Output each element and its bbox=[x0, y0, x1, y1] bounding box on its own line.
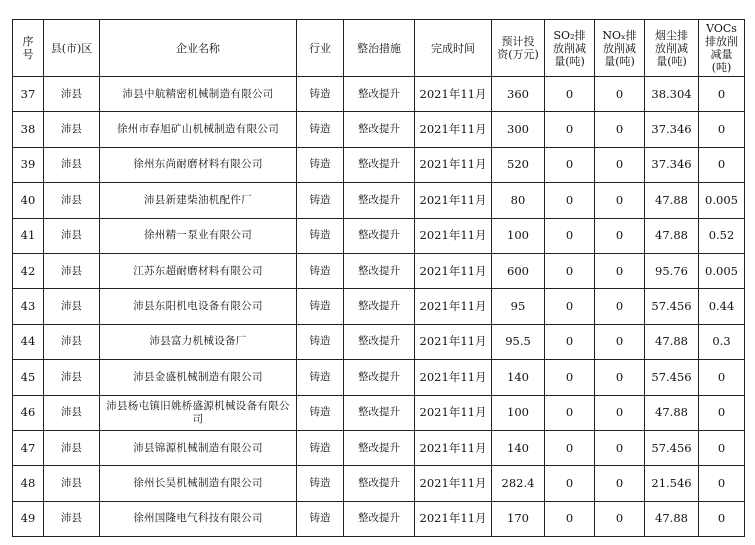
header-finish-time: 完成时间 bbox=[415, 20, 492, 77]
cell-finish-time: 2021年11月 bbox=[415, 112, 492, 147]
cell-nox: 0 bbox=[595, 289, 645, 324]
cell-industry: 铸造 bbox=[297, 218, 344, 253]
cell-nox: 0 bbox=[595, 253, 645, 288]
cell-industry: 铸造 bbox=[297, 147, 344, 182]
cell-investment: 600 bbox=[492, 253, 545, 288]
header-county: 县(市)区 bbox=[44, 20, 100, 77]
cell-dust: 57.456 bbox=[645, 430, 699, 465]
cell-county: 沛县 bbox=[44, 253, 100, 288]
cell-company: 沛县中航精密机械制造有限公司 bbox=[100, 77, 297, 112]
cell-investment: 95.5 bbox=[492, 324, 545, 359]
cell-county: 沛县 bbox=[44, 289, 100, 324]
table-body bbox=[13, 77, 745, 537]
cell-county: 沛县 bbox=[44, 395, 100, 430]
cell-county: 沛县 bbox=[44, 360, 100, 395]
cell-measure: 整改提升 bbox=[344, 395, 415, 430]
cell-company: 徐州市春旭矿山机械制造有限公司 bbox=[100, 112, 297, 147]
header-company: 企业名称 bbox=[100, 20, 297, 77]
cell-measure: 整改提升 bbox=[344, 77, 415, 112]
cell-so2: 0 bbox=[545, 218, 595, 253]
cell-vocs: 0.005 bbox=[699, 183, 745, 218]
cell-county: 沛县 bbox=[44, 430, 100, 465]
cell-so2: 0 bbox=[545, 183, 595, 218]
cell-seq: 43 bbox=[13, 289, 44, 324]
cell-company: 徐州精一泵业有限公司 bbox=[100, 218, 297, 253]
cell-measure: 整改提升 bbox=[344, 289, 415, 324]
cell-industry: 铸造 bbox=[297, 183, 344, 218]
cell-vocs: 0.005 bbox=[699, 253, 745, 288]
cell-dust: 57.456 bbox=[645, 289, 699, 324]
cell-company: 沛县东阳机电设备有限公司 bbox=[100, 289, 297, 324]
cell-nox: 0 bbox=[595, 430, 645, 465]
cell-nox: 0 bbox=[595, 324, 645, 359]
cell-county: 沛县 bbox=[44, 183, 100, 218]
cell-dust: 57.456 bbox=[645, 360, 699, 395]
cell-so2: 0 bbox=[545, 501, 595, 536]
table-row bbox=[13, 466, 745, 501]
cell-company: 沛县金盛机械制造有限公司 bbox=[100, 360, 297, 395]
cell-industry: 铸造 bbox=[297, 289, 344, 324]
table-row bbox=[13, 395, 745, 430]
cell-dust: 47.88 bbox=[645, 218, 699, 253]
cell-seq: 45 bbox=[13, 360, 44, 395]
cell-vocs: 0 bbox=[699, 430, 745, 465]
cell-seq: 41 bbox=[13, 218, 44, 253]
cell-so2: 0 bbox=[545, 324, 595, 359]
cell-nox: 0 bbox=[595, 501, 645, 536]
table-row bbox=[13, 112, 745, 147]
cell-nox: 0 bbox=[595, 183, 645, 218]
cell-investment: 140 bbox=[492, 430, 545, 465]
cell-finish-time: 2021年11月 bbox=[415, 501, 492, 536]
cell-seq: 48 bbox=[13, 466, 44, 501]
cell-nox: 0 bbox=[595, 147, 645, 182]
cell-seq: 44 bbox=[13, 324, 44, 359]
cell-investment: 300 bbox=[492, 112, 545, 147]
cell-dust: 47.88 bbox=[645, 324, 699, 359]
cell-finish-time: 2021年11月 bbox=[415, 466, 492, 501]
cell-industry: 铸造 bbox=[297, 253, 344, 288]
cell-county: 沛县 bbox=[44, 218, 100, 253]
cell-nox: 0 bbox=[595, 77, 645, 112]
cell-finish-time: 2021年11月 bbox=[415, 430, 492, 465]
cell-investment: 100 bbox=[492, 218, 545, 253]
cell-dust: 21.546 bbox=[645, 466, 699, 501]
cell-finish-time: 2021年11月 bbox=[415, 77, 492, 112]
cell-finish-time: 2021年11月 bbox=[415, 183, 492, 218]
cell-company: 沛县杨屯镇旧姚桥盛源机械设备有限公司 bbox=[100, 395, 297, 430]
cell-company: 徐州东尚耐磨材料有限公司 bbox=[100, 147, 297, 182]
cell-company: 沛县锦源机械制造有限公司 bbox=[100, 430, 297, 465]
cell-industry: 铸造 bbox=[297, 112, 344, 147]
cell-so2: 0 bbox=[545, 289, 595, 324]
cell-vocs: 0.3 bbox=[699, 324, 745, 359]
cell-vocs: 0 bbox=[699, 466, 745, 501]
cell-finish-time: 2021年11月 bbox=[415, 218, 492, 253]
cell-investment: 100 bbox=[492, 395, 545, 430]
table-row bbox=[13, 183, 745, 218]
cell-county: 沛县 bbox=[44, 112, 100, 147]
cell-county: 沛县 bbox=[44, 147, 100, 182]
cell-dust: 37.346 bbox=[645, 112, 699, 147]
cell-seq: 37 bbox=[13, 77, 44, 112]
cell-seq: 38 bbox=[13, 112, 44, 147]
cell-industry: 铸造 bbox=[297, 466, 344, 501]
header-dust: 烟尘排放削减量(吨) bbox=[645, 20, 699, 77]
cell-nox: 0 bbox=[595, 360, 645, 395]
cell-dust: 95.76 bbox=[645, 253, 699, 288]
cell-dust: 38.304 bbox=[645, 77, 699, 112]
header-vocs: VOCs排放削减量(吨) bbox=[699, 20, 745, 77]
cell-seq: 46 bbox=[13, 395, 44, 430]
cell-finish-time: 2021年11月 bbox=[415, 360, 492, 395]
cell-company: 沛县富力机械设备厂 bbox=[100, 324, 297, 359]
cell-company: 沛县新建柴油机配件厂 bbox=[100, 183, 297, 218]
cell-finish-time: 2021年11月 bbox=[415, 253, 492, 288]
header-row bbox=[13, 20, 745, 77]
table-row bbox=[13, 289, 745, 324]
cell-so2: 0 bbox=[545, 147, 595, 182]
cell-so2: 0 bbox=[545, 360, 595, 395]
cell-dust: 47.88 bbox=[645, 501, 699, 536]
cell-industry: 铸造 bbox=[297, 501, 344, 536]
cell-measure: 整改提升 bbox=[344, 360, 415, 395]
cell-investment: 80 bbox=[492, 183, 545, 218]
cell-industry: 铸造 bbox=[297, 360, 344, 395]
cell-vocs: 0 bbox=[699, 395, 745, 430]
cell-seq: 39 bbox=[13, 147, 44, 182]
cell-county: 沛县 bbox=[44, 77, 100, 112]
cell-so2: 0 bbox=[545, 253, 595, 288]
cell-nox: 0 bbox=[595, 395, 645, 430]
header-seq: 序号 bbox=[13, 20, 44, 77]
header-measure: 整治措施 bbox=[344, 20, 415, 77]
cell-investment: 520 bbox=[492, 147, 545, 182]
cell-investment: 140 bbox=[492, 360, 545, 395]
cell-dust: 47.88 bbox=[645, 183, 699, 218]
cell-nox: 0 bbox=[595, 218, 645, 253]
cell-measure: 整改提升 bbox=[344, 466, 415, 501]
cell-finish-time: 2021年11月 bbox=[415, 147, 492, 182]
cell-seq: 47 bbox=[13, 430, 44, 465]
cell-industry: 铸造 bbox=[297, 77, 344, 112]
cell-measure: 整改提升 bbox=[344, 501, 415, 536]
cell-measure: 整改提升 bbox=[344, 183, 415, 218]
cell-industry: 铸造 bbox=[297, 395, 344, 430]
header-so2: SO₂排放削减量(吨) bbox=[545, 20, 595, 77]
cell-industry: 铸造 bbox=[297, 324, 344, 359]
table-row bbox=[13, 324, 745, 359]
cell-measure: 整改提升 bbox=[344, 218, 415, 253]
cell-vocs: 0 bbox=[699, 147, 745, 182]
cell-vocs: 0 bbox=[699, 501, 745, 536]
cell-so2: 0 bbox=[545, 112, 595, 147]
header-investment: 预计投资(万元) bbox=[492, 20, 545, 77]
cell-dust: 37.346 bbox=[645, 147, 699, 182]
table-row bbox=[13, 77, 745, 112]
cell-county: 沛县 bbox=[44, 466, 100, 501]
cell-measure: 整改提升 bbox=[344, 147, 415, 182]
cell-measure: 整改提升 bbox=[344, 324, 415, 359]
cell-finish-time: 2021年11月 bbox=[415, 395, 492, 430]
cell-company: 徐州国隆电气科技有限公司 bbox=[100, 501, 297, 536]
cell-vocs: 0.52 bbox=[699, 218, 745, 253]
cell-finish-time: 2021年11月 bbox=[415, 324, 492, 359]
cell-so2: 0 bbox=[545, 430, 595, 465]
cell-vocs: 0 bbox=[699, 360, 745, 395]
cell-dust: 47.88 bbox=[645, 395, 699, 430]
table-row bbox=[13, 430, 745, 465]
cell-seq: 40 bbox=[13, 183, 44, 218]
table-row bbox=[13, 501, 745, 536]
cell-measure: 整改提升 bbox=[344, 112, 415, 147]
cell-so2: 0 bbox=[545, 77, 595, 112]
cell-investment: 282.4 bbox=[492, 466, 545, 501]
cell-vocs: 0 bbox=[699, 77, 745, 112]
cell-measure: 整改提升 bbox=[344, 253, 415, 288]
cell-seq: 42 bbox=[13, 253, 44, 288]
header-nox: NOₓ排放削减量(吨) bbox=[595, 20, 645, 77]
table-row bbox=[13, 218, 745, 253]
cell-company: 江苏东超耐磨材料有限公司 bbox=[100, 253, 297, 288]
cell-investment: 360 bbox=[492, 77, 545, 112]
cell-vocs: 0 bbox=[699, 112, 745, 147]
cell-so2: 0 bbox=[545, 466, 595, 501]
cell-investment: 95 bbox=[492, 289, 545, 324]
cell-investment: 170 bbox=[492, 501, 545, 536]
cell-so2: 0 bbox=[545, 395, 595, 430]
cell-county: 沛县 bbox=[44, 501, 100, 536]
cell-nox: 0 bbox=[595, 112, 645, 147]
cell-vocs: 0.44 bbox=[699, 289, 745, 324]
cell-seq: 49 bbox=[13, 501, 44, 536]
cell-nox: 0 bbox=[595, 466, 645, 501]
cell-finish-time: 2021年11月 bbox=[415, 289, 492, 324]
header-industry: 行业 bbox=[297, 20, 344, 77]
cell-county: 沛县 bbox=[44, 324, 100, 359]
enterprise-remediation-table bbox=[12, 19, 745, 537]
table-row bbox=[13, 253, 745, 288]
table-row bbox=[13, 147, 745, 182]
cell-measure: 整改提升 bbox=[344, 430, 415, 465]
cell-industry: 铸造 bbox=[297, 430, 344, 465]
table-row bbox=[13, 360, 745, 395]
cell-company: 徐州长昊机械制造有限公司 bbox=[100, 466, 297, 501]
